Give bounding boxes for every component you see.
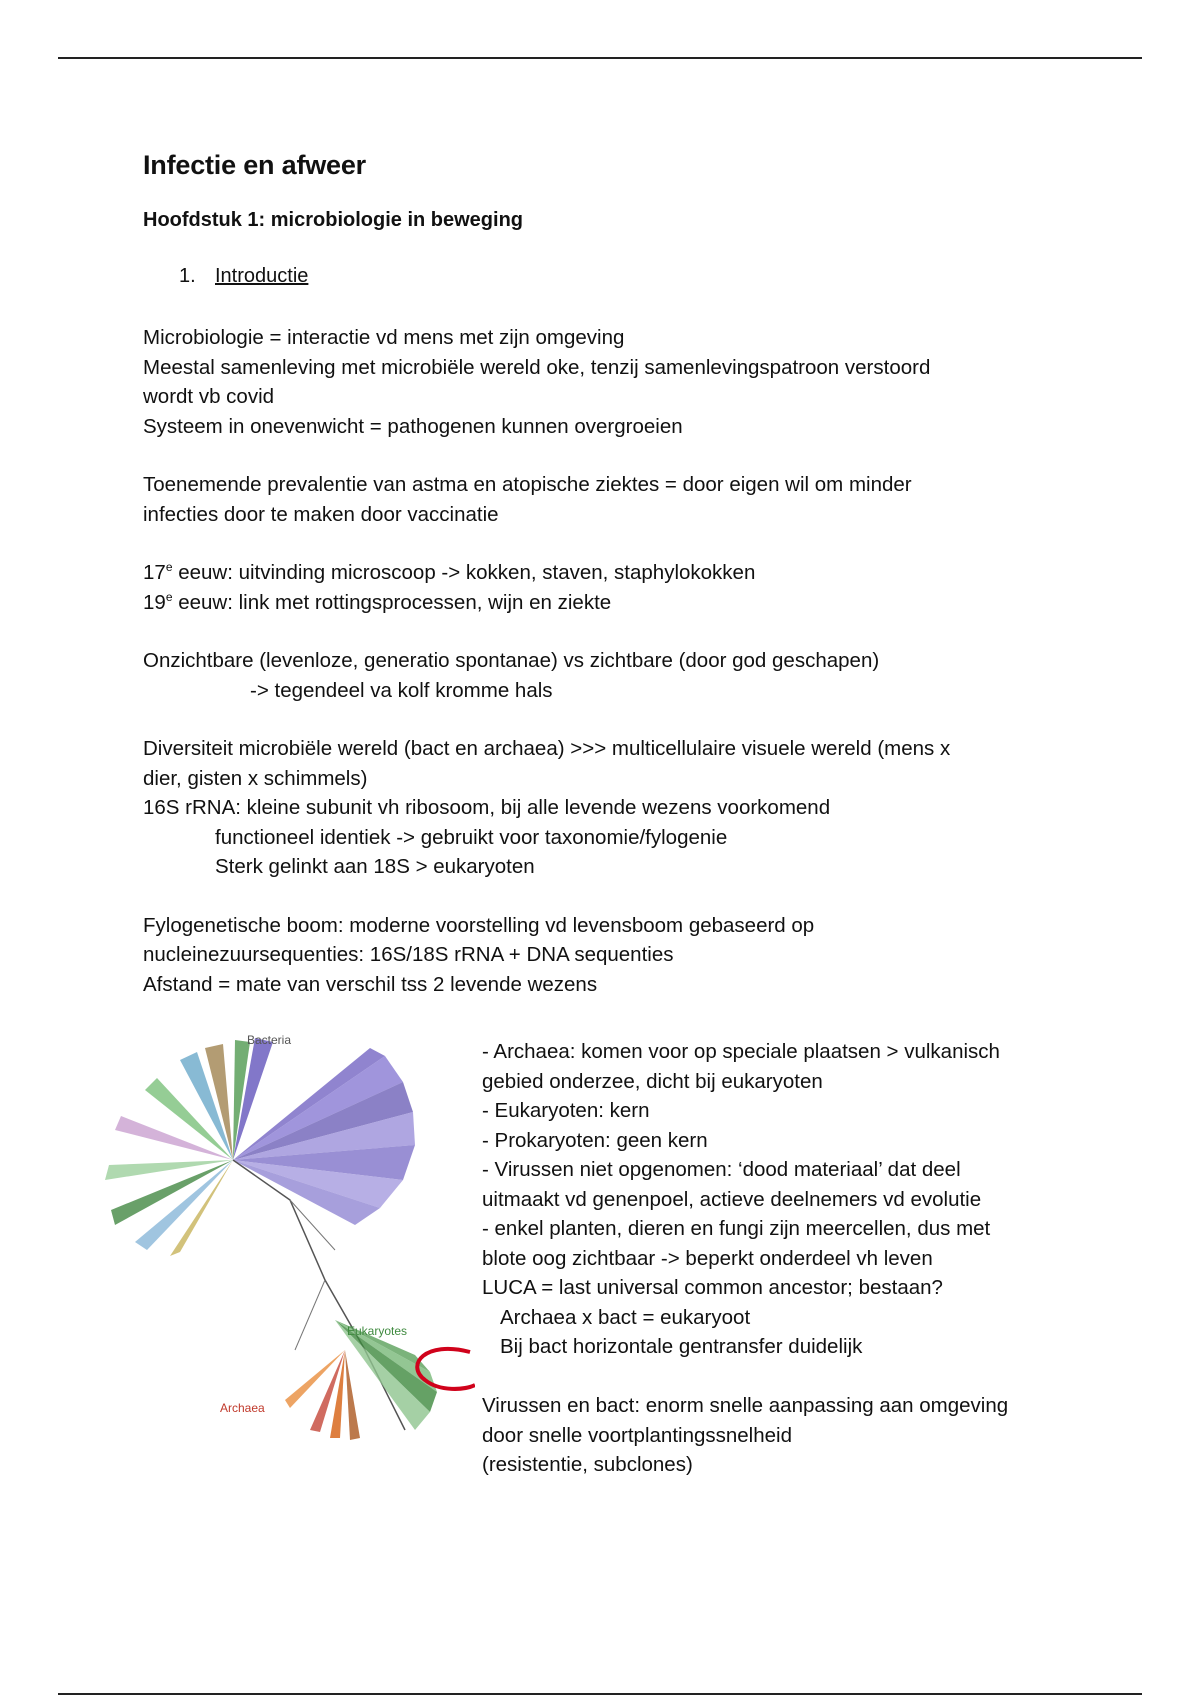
superscript: e	[165, 560, 173, 575]
bacteria-branches	[105, 1038, 415, 1256]
text-line: 16S rRNA: kleine subunit vh ribosoom, bij alle levende wezens voorkomend	[143, 796, 831, 819]
text-line: Virussen en bact: enorm snelle aanpassing aan omgeving	[482, 1394, 1009, 1417]
archaea-branches	[285, 1350, 360, 1440]
text-line: - Prokaryoten: geen kern	[482, 1128, 708, 1152]
text-line: Meestal samenleving met microbiële wereld oke, tenzij samenlevingspatroon verstoord	[143, 355, 931, 379]
paragraph-prevalentie	[143, 470, 1043, 529]
document-body	[143, 145, 1043, 999]
text-line: door snelle voortplantingssnelheid	[482, 1423, 792, 1447]
text-line: - Virussen niet opgenomen: ‘dood materiaal’ dat deel	[482, 1158, 961, 1181]
phylogenetic-tree-image	[85, 1020, 475, 1472]
document-title: Infectie en afweer	[143, 150, 366, 180]
text-line: - Archaea: komen voor op speciale plaatsen > vulkanisch	[482, 1040, 1000, 1063]
paragraph-onzichtbare	[143, 646, 1043, 705]
text-line-indented: Sterk gelinkt aan 18S > eukaryoten	[215, 855, 535, 878]
figure-row	[85, 1020, 1085, 1490]
text-line: - Eukaryoten: kern	[482, 1099, 650, 1122]
text-line: - enkel planten, dieren en fungi zijn meercellen, dus met	[482, 1217, 991, 1240]
text-line: gebied onderzee, dicht bij eukaryoten	[482, 1069, 823, 1093]
chapter-heading: Hoofdstuk 1: microbiologie in beweging	[143, 209, 524, 231]
text-line: Onzichtbare (levenloze, generatio spontanae) vs zichtbare (door god geschapen)	[143, 649, 880, 672]
section-number: 1.	[179, 265, 196, 287]
text-line: Toenemende prevalentie van astma en atopische ziektes = door eigen wil om minder	[143, 473, 912, 496]
text-line: Diversiteit microbiële wereld (bact en archaea) >>> multicellulaire visuele wereld (mens x	[143, 737, 951, 760]
superscript: e	[165, 589, 173, 604]
century-number: 19	[143, 590, 166, 614]
text-line-indented: Archaea x bact = eukaryoot	[500, 1305, 751, 1329]
tree-label-eukaryotes: Eukaryotes	[347, 1324, 408, 1338]
footer-rule	[58, 1693, 1142, 1695]
paragraph-microbiologie	[143, 323, 1043, 441]
text-line: Afstand = mate van verschil tss 2 levende wezens	[143, 972, 598, 996]
paragraph-diversiteit	[143, 734, 1043, 882]
text-line	[143, 558, 1043, 588]
century-number: 17	[143, 561, 166, 584]
header-rule	[58, 57, 1142, 59]
text-line: Fylogenetische boom: moderne voorstelling vd levensboom gebaseerd op	[143, 913, 815, 937]
century-text: eeuw: link met rottingsprocessen, wijn en ziekte	[172, 590, 612, 614]
section-title: Introductie	[215, 265, 309, 287]
spacer	[482, 1362, 1072, 1392]
section-heading	[179, 261, 1043, 291]
century-text: eeuw: uitvinding microscoop -> kokken, staven, staphylokokken	[172, 561, 756, 584]
text-line: uitmaakt vd genenpoel, actieve deelnemers vd evolutie	[482, 1187, 982, 1211]
text-line: Systeem in onevenwicht = pathogenen kunnen overgroeien	[143, 414, 683, 438]
text-line-indented: Bij bact horizontale gentransfer duidelijk	[500, 1335, 863, 1358]
text-line: infecties door te maken door vaccinatie	[143, 502, 499, 526]
text-line-indented: -> tegendeel va kolf kromme hals	[250, 678, 553, 702]
tree-label-bacteria: Bacteria	[247, 1033, 292, 1047]
text-line: dier, gisten x schimmels)	[143, 766, 368, 790]
text-line-indented: functioneel identiek -> gebruikt voor taxonomie/fylogenie	[215, 825, 728, 849]
text-line: (resistentie, subclones)	[482, 1453, 693, 1476]
text-line: nucleinezuursequenties: 16S/18S rRNA + DNA sequenties	[143, 943, 674, 966]
text-line	[143, 588, 1043, 618]
paragraph-fylogenetische-boom	[143, 911, 1043, 1000]
figure-side-text	[482, 1037, 1072, 1480]
text-line: LUCA = last universal common ancestor; bestaan?	[482, 1276, 943, 1299]
paragraph-eeuwen	[143, 558, 1043, 617]
text-line: wordt vb covid	[143, 385, 275, 408]
text-line: blote oog zichtbaar -> beperkt onderdeel vh leven	[482, 1246, 933, 1270]
tree-label-archaea: Archaea	[220, 1401, 265, 1415]
text-line: Microbiologie = interactie vd mens met zijn omgeving	[143, 326, 625, 349]
